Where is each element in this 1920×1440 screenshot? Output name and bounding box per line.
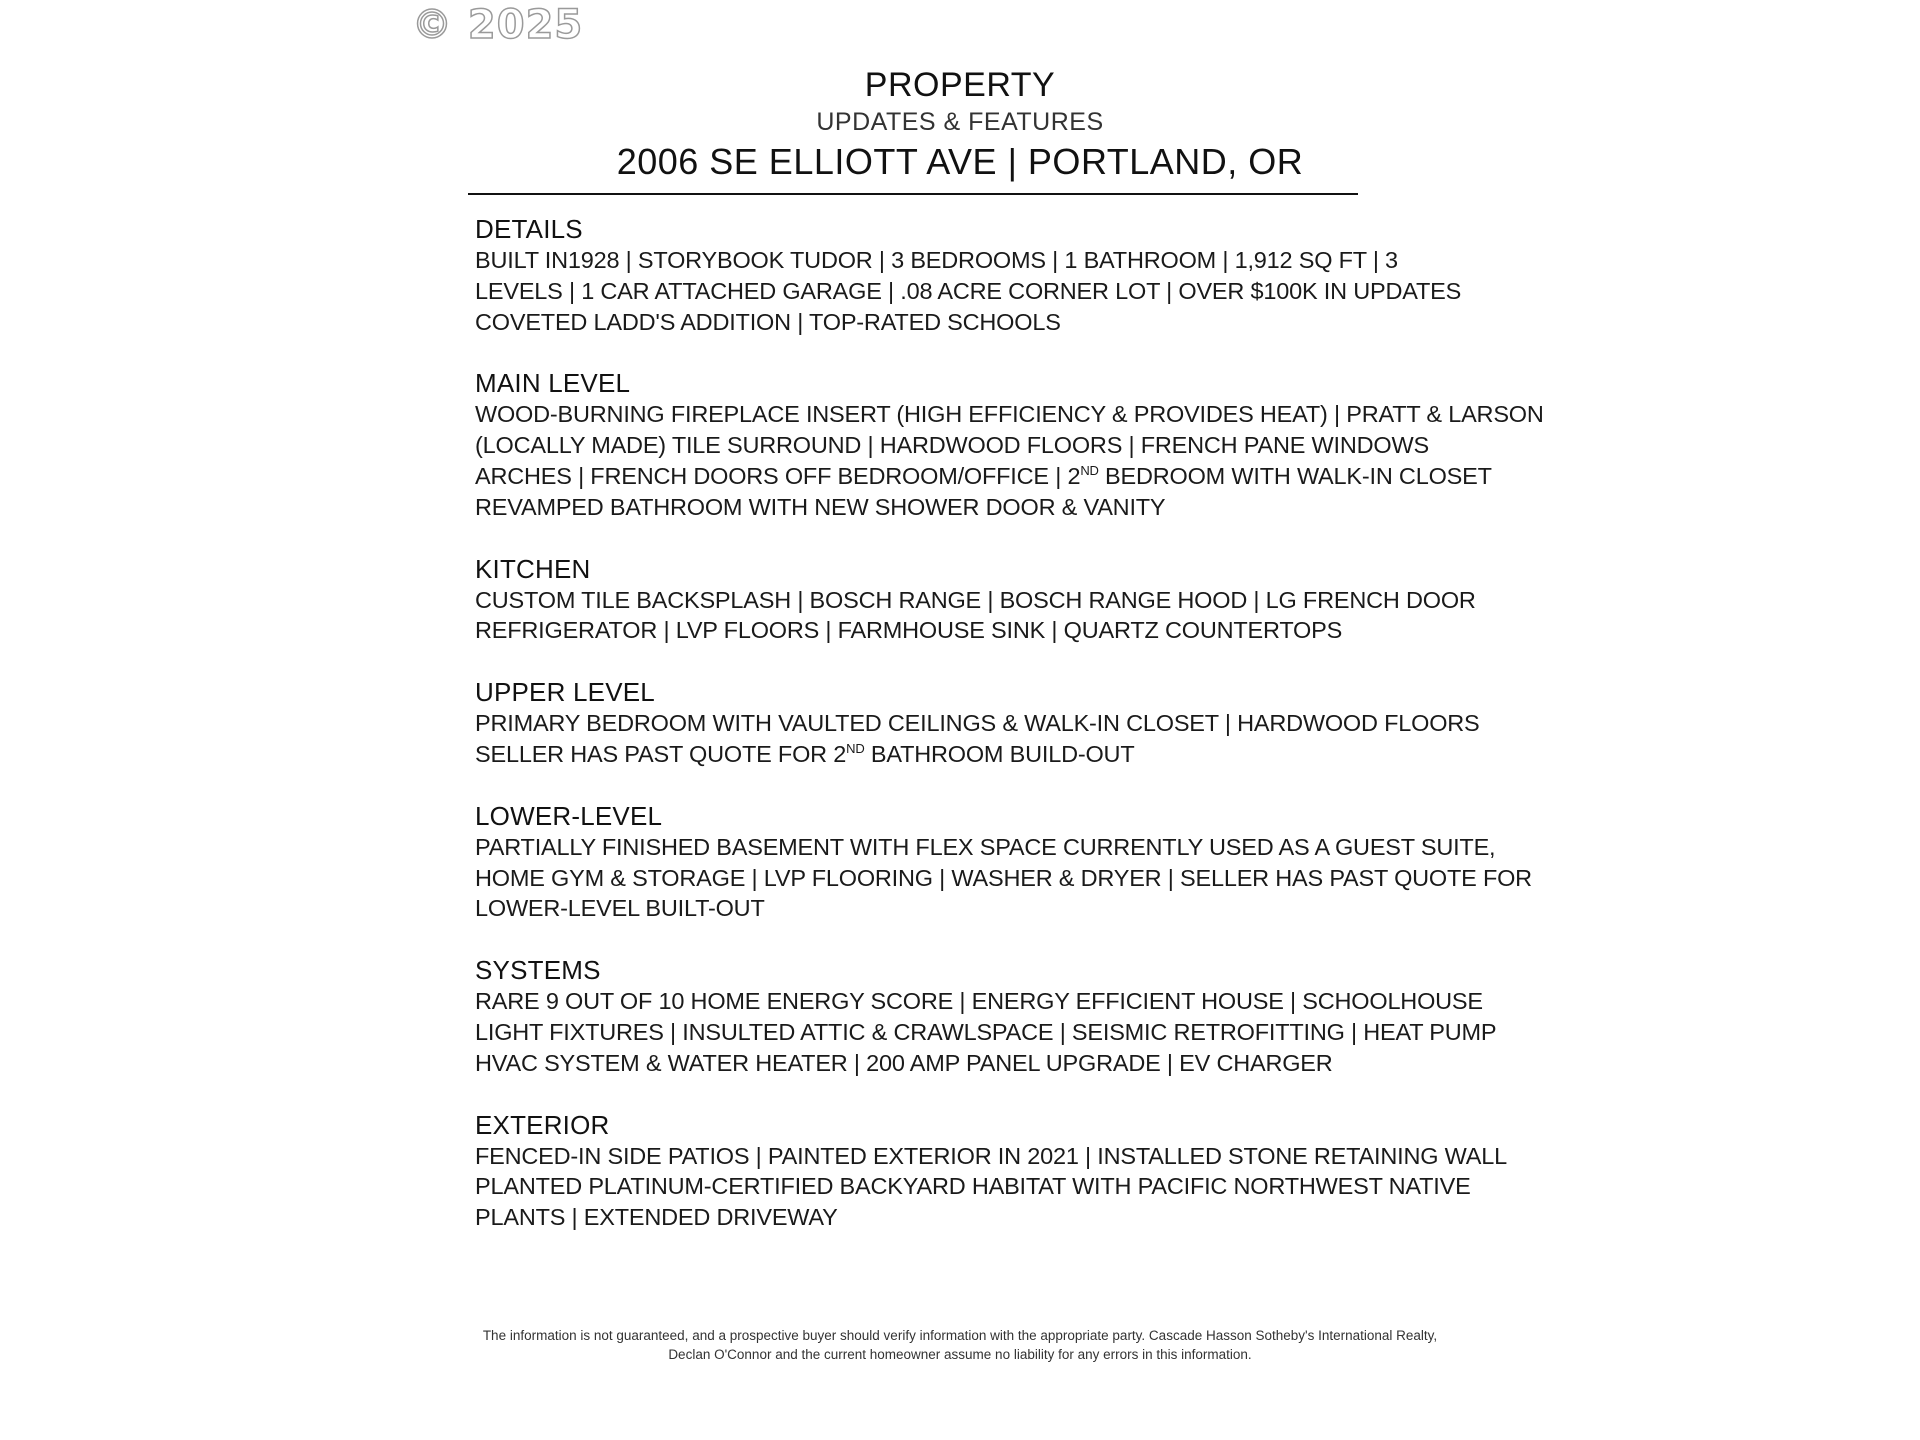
body-line: (LOCALLY MADE) TILE SURROUND | HARDWOOD FLOORS | FRENCH PANE WINDOWS — [475, 432, 1429, 459]
body-line: REVAMPED BATHROOM WITH NEW SHOWER DOOR & VANITY — [475, 493, 1166, 520]
body-line: LIGHT FIXTURES | INSULTED ATTIC & CRAWLSPACE | SEISMIC RETROFITTING | HEAT PUMP — [475, 1018, 1497, 1045]
body-line — [475, 739, 1485, 770]
body-line: HOME GYM & STORAGE | LVP FLOORING | WASHER & DRYER | SELLER HAS PAST QUOTE FOR — [475, 864, 1532, 891]
section-body — [475, 1141, 1507, 1233]
feature-sections — [475, 214, 1544, 1264]
body-line: PLANTS | EXTENDED DRIVEWAY — [475, 1204, 838, 1231]
header-divider — [468, 193, 1358, 195]
section-body — [475, 399, 1544, 522]
section-title: MAIN LEVEL — [475, 368, 631, 399]
body-line: PLANTED PLATINUM-CERTIFIED BACKYARD HABITAT WITH PACIFIC NORTHWEST NATIVE — [475, 1173, 1471, 1200]
section-title: UPPER LEVEL — [475, 677, 655, 708]
page-subtitle: UPDATES & FEATURES — [816, 108, 1104, 136]
body-line: CUSTOM TILE BACKSPLASH | BOSCH RANGE | BOSCH RANGE HOOD | LG FRENCH DOOR — [475, 586, 1476, 613]
section-title: DETAILS — [475, 214, 583, 244]
disclaimer-line: Declan O'Connor and the current homeowner assume no liability for any errors in this information. — [668, 1347, 1252, 1362]
ordinal-suffix: ND — [846, 740, 865, 756]
body-text: BATHROOM BUILD-OUT — [864, 740, 1135, 767]
disclaimer — [0, 1326, 1920, 1364]
body-line: HVAC SYSTEM & WATER HEATER | 200 AMP PANEL UPGRADE | EV CHARGER — [475, 1049, 1333, 1076]
section-title: SYSTEMS — [475, 955, 601, 986]
copyright-watermark: © 2025 — [412, 2, 584, 48]
body-line: REFRIGERATOR | LVP FLOORS | FARMHOUSE SINK | QUARTZ COUNTERTOPS — [475, 617, 1343, 644]
section-body — [475, 986, 1497, 1078]
property-address: 2006 SE ELLIOTT AVE | PORTLAND, OR — [616, 141, 1304, 182]
body-line: RARE 9 OUT OF 10 HOME ENERGY SCORE | ENERGY EFFICIENT HOUSE | SCHOOLHOUSE — [475, 988, 1483, 1015]
section-title: LOWER-LEVEL — [475, 800, 663, 831]
page-title: PROPERTY — [864, 66, 1056, 104]
body-line: FENCED-IN SIDE PATIOS | PAINTED EXTERIOR IN 2021 | INSTALLED STONE RETAINING WALL — [475, 1142, 1507, 1169]
body-line: PARTIALLY FINISHED BASEMENT WITH FLEX SPACE CURRENTLY USED AS A GUEST SUITE, — [475, 833, 1496, 860]
disclaimer-line: The information is not guaranteed, and a prospective buyer should verify information with the appropriate party. Cascade Hasson Sotheby's International Realty, — [482, 1328, 1438, 1343]
section-body — [475, 585, 1485, 647]
body-line: LOWER-LEVEL BUILT-OUT — [475, 895, 765, 922]
body-line: PRIMARY BEDROOM WITH VAULTED CEILINGS & WALK-IN CLOSET | HARDWOOD FLOORS — [475, 710, 1480, 737]
section-title: KITCHEN — [475, 553, 591, 584]
section-body — [475, 832, 1532, 924]
section-body — [475, 245, 1485, 337]
ordinal-suffix: ND — [1080, 462, 1099, 478]
body-line — [475, 461, 1492, 492]
section-lower-level — [475, 800, 1532, 924]
section-systems — [475, 955, 1497, 1078]
section-details — [475, 214, 1485, 337]
section-upper-level — [475, 677, 1485, 770]
section-title: EXTERIOR — [475, 1109, 610, 1140]
body-line: COVETED LADD'S ADDITION | TOP-RATED SCHOOLS — [475, 308, 1061, 335]
body-text: ARCHES | FRENCH DOORS OFF BEDROOM/OFFICE | 2 — [475, 462, 1081, 489]
section-main-level — [475, 368, 1544, 522]
body-line: LEVELS | 1 CAR ATTACHED GARAGE | .08 ACRE CORNER LOT | OVER $100K IN UPDATES — [475, 277, 1462, 304]
body-line: WOOD-BURNING FIREPLACE INSERT (HIGH EFFICIENCY & PROVIDES HEAT) | PRATT & LARSON — [475, 401, 1544, 428]
body-text: BEDROOM WITH WALK-IN CLOSET — [1098, 462, 1492, 489]
body-text: SELLER HAS PAST QUOTE FOR 2 — [475, 740, 847, 767]
section-exterior — [475, 1109, 1507, 1233]
section-body — [475, 708, 1485, 770]
section-kitchen — [475, 554, 1485, 647]
body-line: BUILT IN1928 | STORYBOOK TUDOR | 3 BEDROOMS | 1 BATHROOM | 1,912 SQ FT | 3 — [475, 247, 1398, 273]
